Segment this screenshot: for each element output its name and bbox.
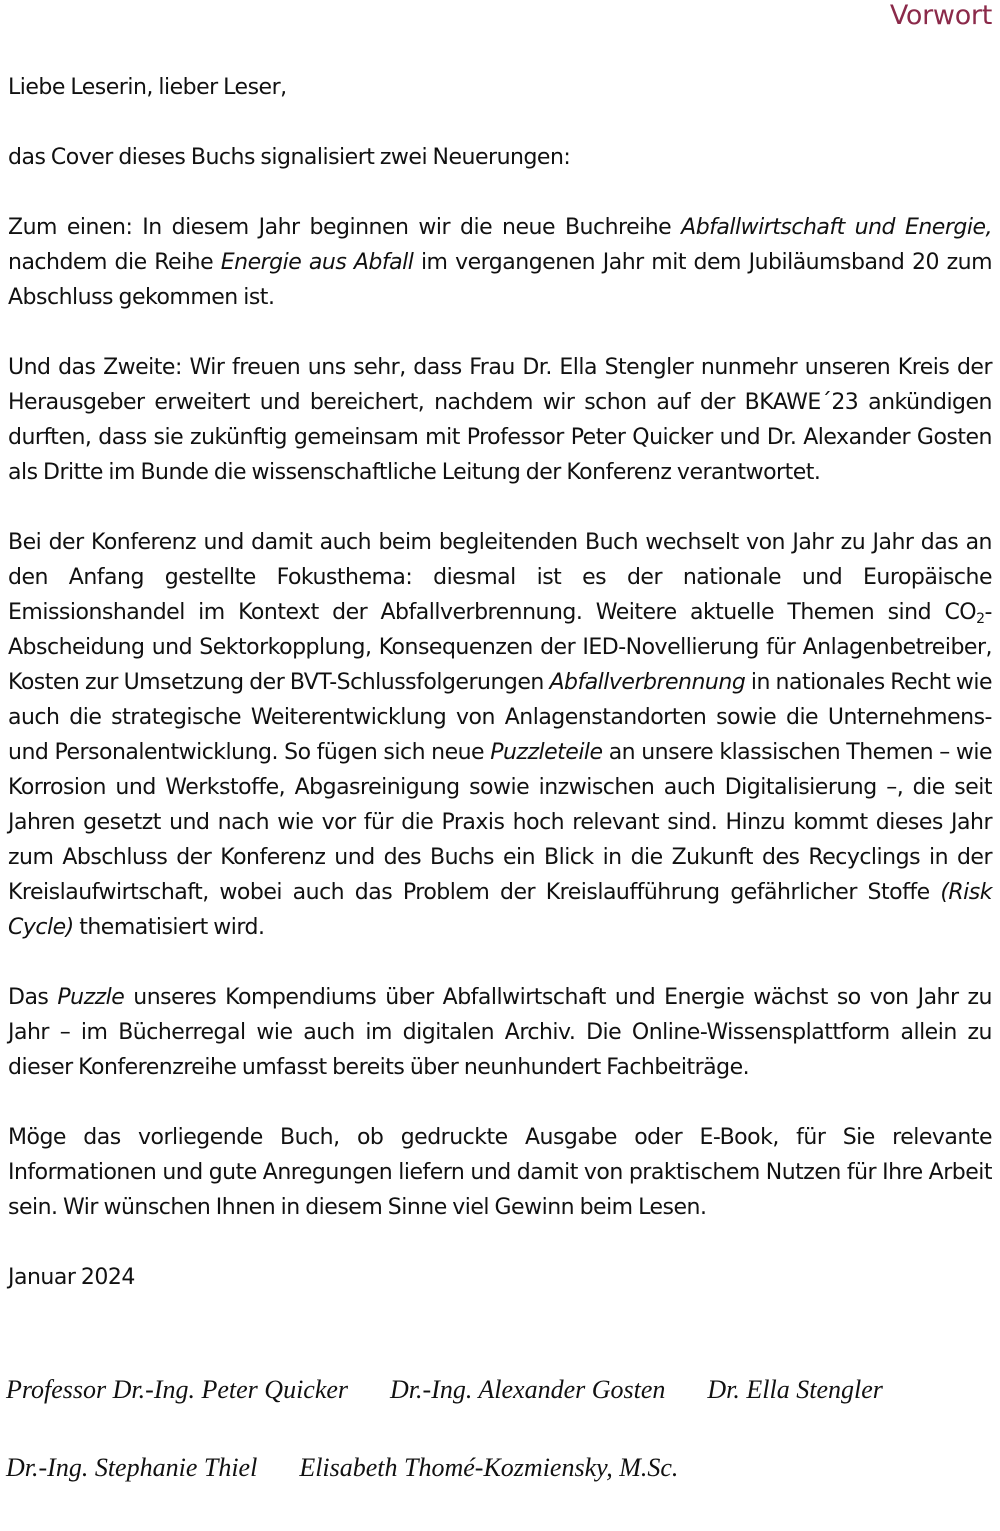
signature-quicker: Professor Dr.-Ing. Peter Quicker bbox=[6, 1375, 349, 1404]
signature-row-2 bbox=[6, 1453, 994, 1531]
page-title: Vorwort bbox=[889, 0, 992, 31]
paragraph-topics: Bei der Konferenz und damit auch beim begleitenden Buch wechselt von Jahr zu Jahr das an den Anfang gestellte Fokusthema: diesmal ist es der nationale und Europäische Emissionshandel im Kontext der Abfallverbrennung. Weitere aktuelle Themen sind $CO_2$-Abscheidung und Sektorkopplung, Konsequenzen der IED-Novellierung für Anlagenbetreiber, Kosten zur Umsetzung der BVT-Schlussfolgerungen Abfallverbrennung in nationales Recht wie auch die strategische Weiterentwicklung von Anlagenstandorten sowie die Unternehmens- und Personalentwicklung. So fügen sich neue Puzzleteile an unsere klassischen Themen – wie Korrosion und Werkstoffe, Abgasreinigung sowie inzwischen auch Digitalisierung –, die seit Jahren gesetzt und nach wie vor für die Praxis hoch relevant sind. Hinzu kommt dieses Jahr zum Abschluss der Konferenz und des Buchs ein Blick in die Zukunft des Recyclings in der Kreislaufwirtschaft, wobei auch das Problem der Kreislaufführung gefährlicher Stoffe (Risk Cycle) thematisiert wird. bbox=[8, 530, 992, 940]
date-line: Januar 2024 bbox=[8, 1265, 135, 1290]
paragraph-series: Zum einen: In diesem Jahr beginnen wir die neue Buchreihe Abfallwirtschaft und Energie, nachdem die Reihe Energie aus Abfall im vergangenen Jahr mit dem Jubiläumsband 20 zum Abschluss gekommen ist. bbox=[8, 215, 992, 310]
signature-stengler: Dr. Ella Stengler bbox=[707, 1375, 883, 1404]
letter-body bbox=[8, 70, 992, 1295]
paragraph-puzzle: Das Puzzle unseres Kompendiums über Abfallwirtschaft und Energie wächst so von Jahr zu Jahr – im Bücherregal wie auch im digitalen Archiv. Die Online-Wissensplattform allein zu dieser Konferenzreihe umfasst bereits über neunhundert Fachbeiträge. bbox=[8, 985, 992, 1080]
series-old-title: Energie aus Abfall bbox=[220, 250, 414, 275]
signature-gosten: Dr.-Ing. Alexander Gosten bbox=[390, 1375, 666, 1404]
signature-thiel: Dr.-Ing. Stephanie Thiel bbox=[6, 1453, 258, 1482]
paragraph-editors: Und das Zweite: Wir freuen uns sehr, dass Frau Dr. Ella Stengler nunmehr unseren Kreis der Herausgeber erweitert und bereichert, nachdem wir schon auf der BKAWE´23 ankündigen durften, dass sie zukünftig gemeinsam mit Professor Peter Quicker und Dr. Alexander Gosten als Dritte im Bunde die wissenschaftliche Leitung der Konferenz verantwortet. bbox=[8, 355, 992, 485]
intro-paragraph: das Cover dieses Buchs signalisiert zwei Neuerungen: bbox=[8, 145, 571, 170]
series-new-title: Abfallwirtschaft und Energie, bbox=[681, 215, 992, 240]
paragraph-closing: Möge das vorliegende Buch, ob gedruckte Ausgabe oder E-Book, für Sie relevante Informationen und gute Anregungen liefern und damit von praktischem Nutzen für Ihre Arbeit sein. Wir wünschen Ihnen in diesem Sinne viel Gewinn beim Lesen. bbox=[8, 1125, 992, 1220]
signature-thome-kozmiensky: Elisabeth Thomé-Kozmiensky, M.Sc. bbox=[299, 1453, 679, 1482]
salutation: Liebe Leserin, lieber Leser, bbox=[8, 75, 287, 100]
signature-block bbox=[6, 1375, 994, 1531]
signature-row-1 bbox=[6, 1375, 994, 1453]
